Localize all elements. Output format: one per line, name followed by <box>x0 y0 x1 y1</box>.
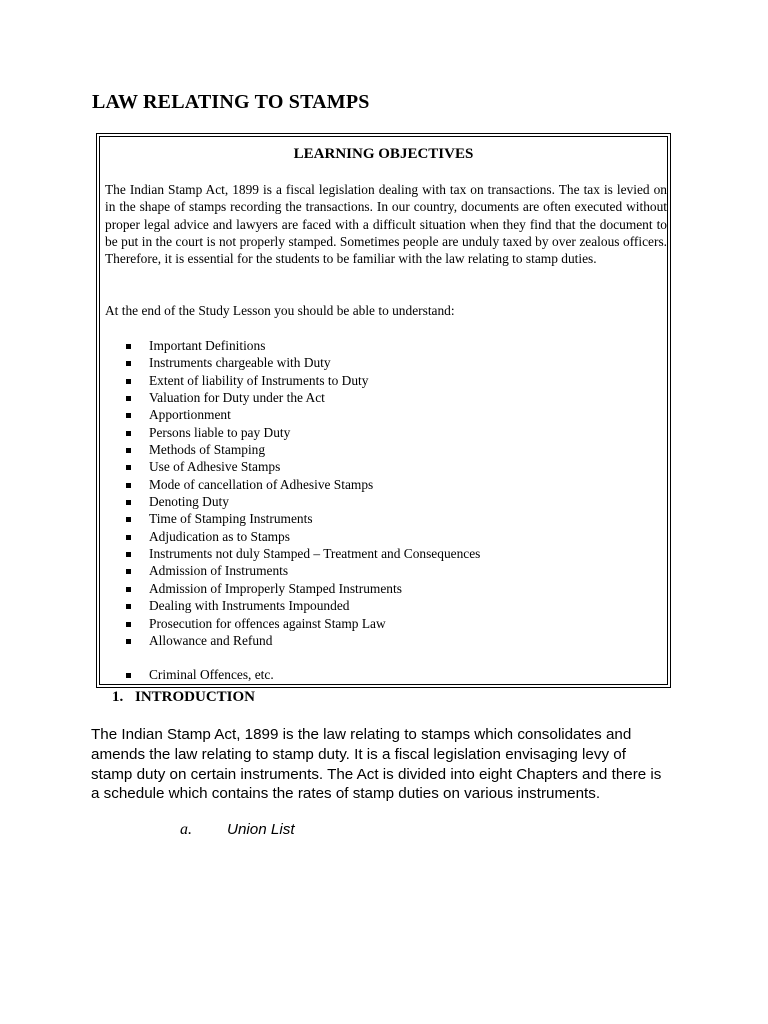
list-item-text: Valuation for Duty under the Act <box>149 390 325 406</box>
section-number: 1. <box>112 689 124 705</box>
bullet-icon <box>126 465 131 470</box>
list-item <box>100 389 480 406</box>
paragraph-line: amends the law relating to stamp duty. It is a fiscal legislation envisaging levy of <box>91 745 626 763</box>
bullet-icon <box>126 431 131 436</box>
list-item <box>100 424 480 441</box>
list-item <box>100 458 480 475</box>
list-item <box>100 562 480 579</box>
list-item-text: Apportionment <box>149 407 231 423</box>
bullet-icon <box>126 396 131 401</box>
list-item-text: Persons liable to pay Duty <box>149 424 291 440</box>
objectives-list <box>100 337 480 684</box>
list-item <box>100 476 480 493</box>
learning-objectives-paragraph: The Indian Stamp Act, 1899 is a fiscal legislation dealing with tax on transactions. The tax is levied on in the shape of stamps recording the transactions. In our country, documents are often executed without proper legal advice and lawyers are faced with a difficult situation when they find that the document to be put in the court is not properly stamped. Sometimes people are unduly taxed by over zealous officers. Therefore, it is essential for the students to be familiar with the law relating to stamp duties. <box>105 182 667 267</box>
list-item <box>100 441 480 458</box>
subitem-marker: a. <box>180 821 192 838</box>
bullet-icon <box>126 639 131 644</box>
list-item-text: Instruments chargeable with Duty <box>149 355 331 371</box>
learning-objectives-heading: LEARNING OBJECTIVES <box>293 146 474 162</box>
list-item-text: Admission of Instruments <box>149 563 289 579</box>
page-title: LAW RELATING TO STAMPS <box>92 91 370 113</box>
list-item-text: Adjudication as to Stamps <box>149 528 290 544</box>
list-item <box>100 493 480 510</box>
list-item-text: Dealing with Instruments Impounded <box>149 598 350 614</box>
list-item-text: Time of Stamping Instruments <box>149 511 313 527</box>
list-item-text: Allowance and Refund <box>149 632 273 648</box>
bullet-icon <box>126 535 131 540</box>
bullet-icon <box>126 361 131 366</box>
list-item <box>100 597 480 614</box>
learning-objectives-box-inner <box>99 136 668 685</box>
paragraph-line: a schedule which contains the rates of stamp duties on various instruments. <box>91 785 601 803</box>
paragraph-line: stamp duty on certain instruments. The Act is divided into eight Chapters and there is <box>91 765 662 783</box>
list-item <box>100 337 480 354</box>
list-item <box>100 545 480 562</box>
list-item-text: Instruments not duly Stamped – Treatment and Consequences <box>149 546 481 562</box>
learning-objectives-lead-in: At the end of the Study Lesson you should be able to understand: <box>105 303 455 318</box>
list-item-text: Prosecution for offences against Stamp Law <box>149 615 386 631</box>
list-item-text: Use of Adhesive Stamps <box>149 459 281 475</box>
subitem-text: Union List <box>227 821 295 838</box>
bullet-icon <box>126 673 131 678</box>
list-item <box>100 580 480 597</box>
bullet-icon <box>126 344 131 349</box>
list-item-text: Extent of liability of Instruments to Duty <box>149 372 369 388</box>
bullet-icon <box>126 604 131 609</box>
list-item-text: Mode of cancellation of Adhesive Stamps <box>149 476 374 492</box>
bullet-icon <box>126 500 131 505</box>
bullet-icon <box>126 587 131 592</box>
bullet-icon <box>126 379 131 384</box>
list-item-text: Important Definitions <box>149 338 266 353</box>
bullet-icon <box>126 483 131 488</box>
list-item-text: Methods of Stamping <box>149 442 266 458</box>
list-item <box>100 510 480 527</box>
bullet-icon <box>126 569 131 574</box>
learning-objectives-box <box>96 133 671 688</box>
list-item-text: Criminal Offences, etc. <box>149 667 274 683</box>
list-item <box>100 528 480 545</box>
list-item <box>100 372 480 389</box>
list-item <box>100 666 480 683</box>
list-item <box>100 632 480 649</box>
bullet-icon <box>126 622 131 627</box>
list-item <box>100 406 480 423</box>
bullet-icon <box>126 413 131 418</box>
list-item <box>100 354 480 371</box>
list-item-text: Denoting Duty <box>149 494 229 510</box>
list-item <box>100 615 480 632</box>
section-title: INTRODUCTION <box>135 689 256 705</box>
paragraph-line: The Indian Stamp Act, 1899 is the law relating to stamps which consolidates and <box>91 726 632 743</box>
bullet-icon <box>126 448 131 453</box>
section-heading <box>112 689 255 706</box>
bullet-icon <box>126 552 131 557</box>
bullet-icon <box>126 517 131 522</box>
introduction-paragraph <box>91 725 676 804</box>
list-item-text: Admission of Improperly Stamped Instruments <box>149 580 402 596</box>
